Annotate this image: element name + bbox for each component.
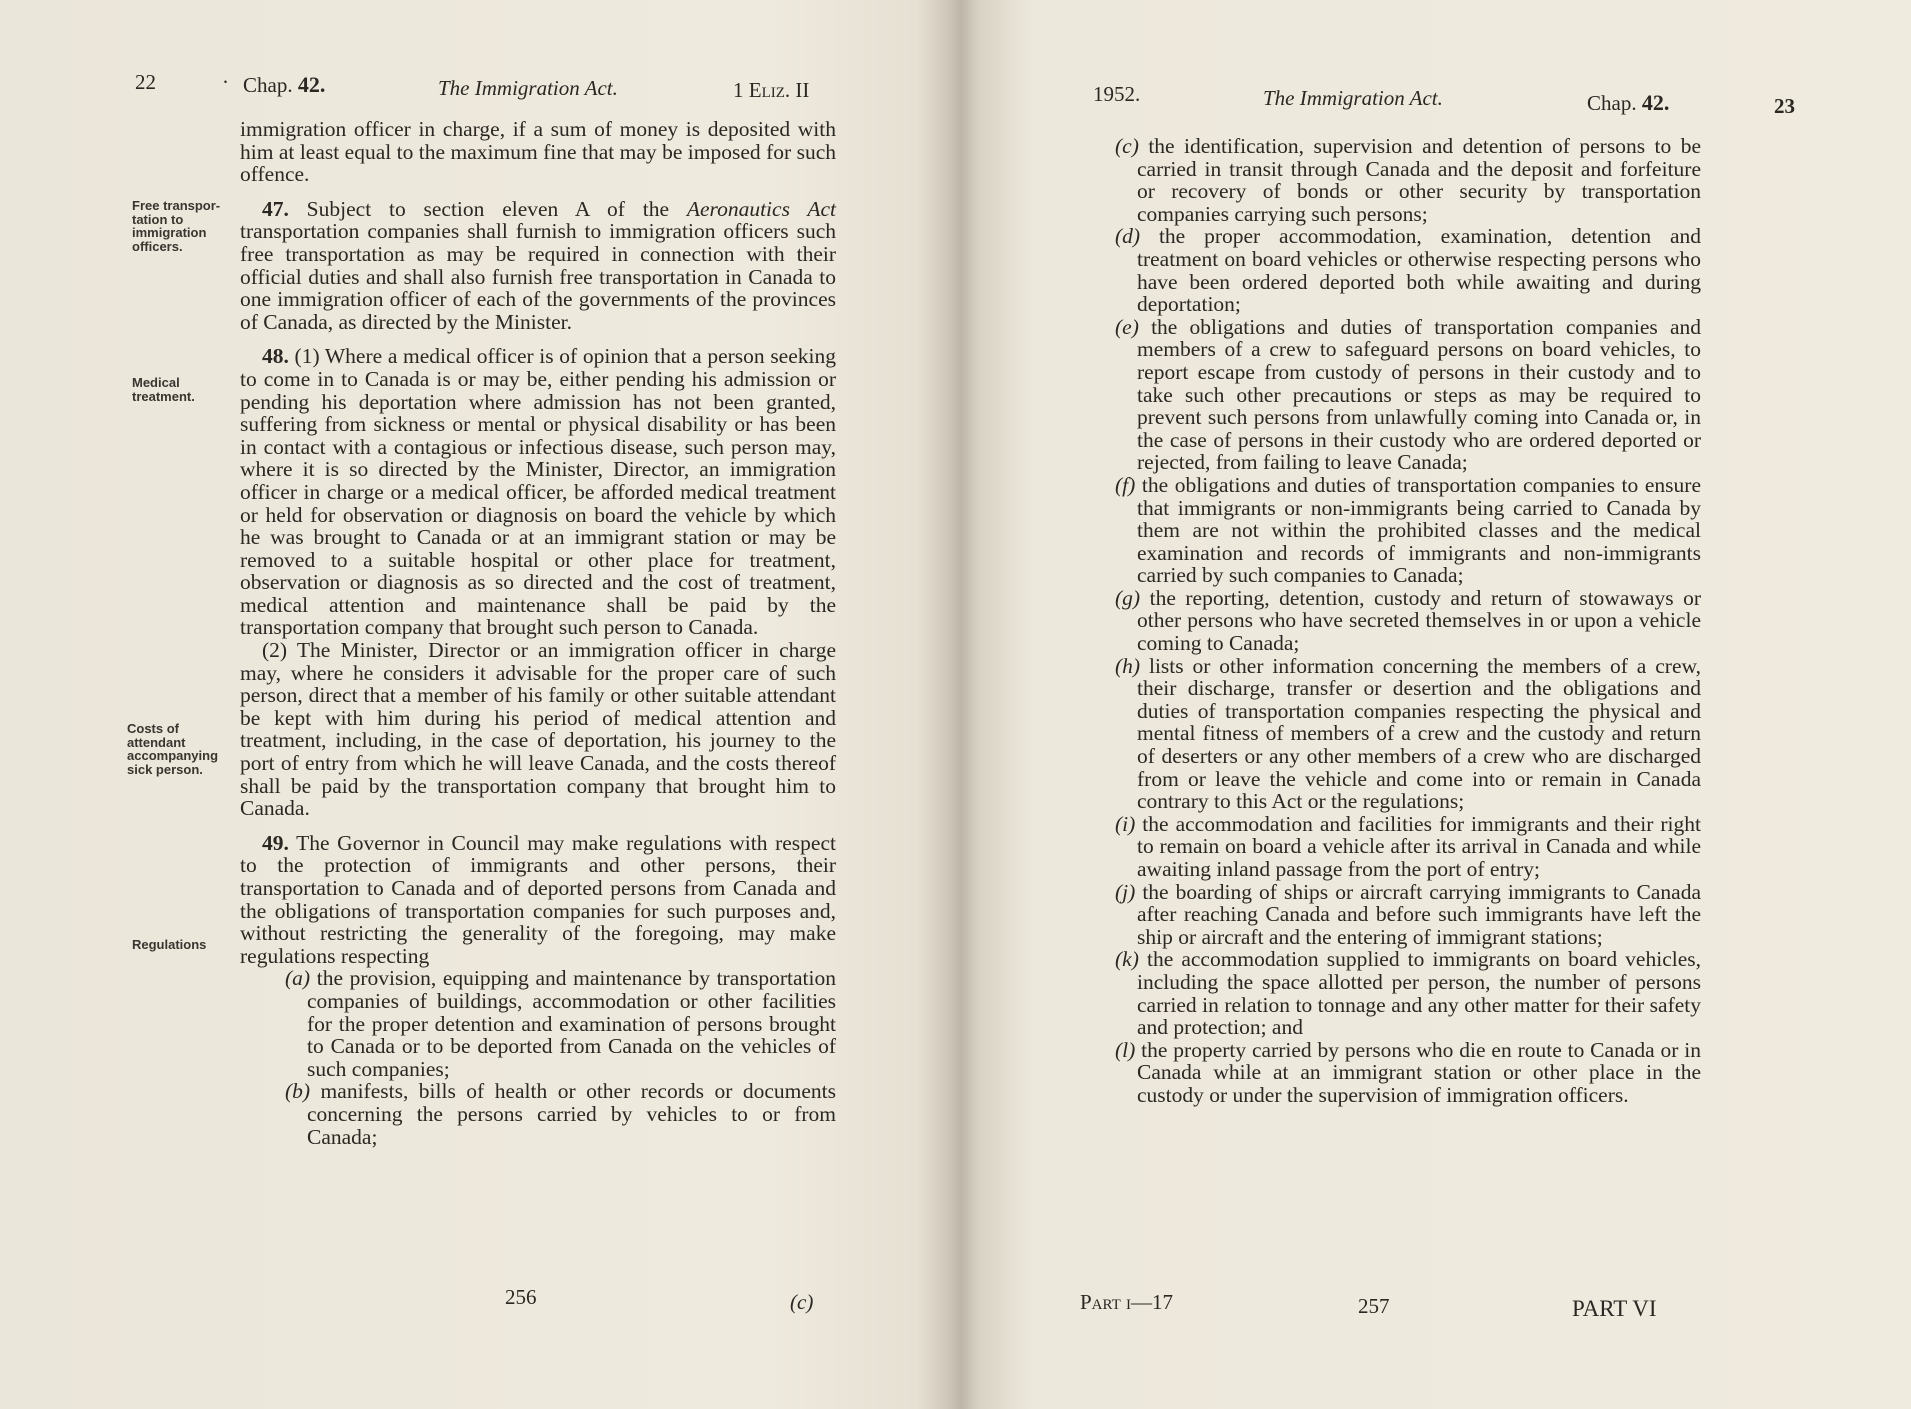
right-folio: 257 (1358, 1294, 1390, 1318)
left-page-number: 22 (135, 70, 156, 94)
margin-note-costs-attendant: Costs of attendant accompanying sick person. (127, 721, 219, 777)
list-item-e: (e) the obligations and duties of transportation companies and members of a crew to safeguard persons on board vehicles, to report escape from custody of persons in their custody and to take such other precautions or steps as may be required to prevent such persons from unlawfully coming into Canada or, in the case of persons in their custody who are ordered deported or rejected, from failing to leave Canada; (1115, 314, 1701, 475)
left-page (0, 0, 950, 1409)
section-48-1: 48. (1) Where a medical officer is of opinion that a person seeking to come in to Canada is or may be, either pending his admission or pending his deportation where admission has not been granted, suffering from sickness or mental or physical disability or has been in contact with a contagious or infectious disease, such person may, where it is so directed by the Minister, Director, an immigration officer in charge or a medical officer, be afforded medical treatment or held for observation or diagnosis on board the vehicle by which he was brought to Canada or at an immigrant station or may be removed to a suitable hospital or other place for treatment, observation or diagnosis as so directed and the cost of treatment, medical attention and maintenance shall be paid by the transportation company that brought such person to Canada. (240, 344, 836, 640)
left-chapter (243, 72, 325, 98)
aeronautics-act: Aeronautics Act (686, 196, 836, 221)
left-items-list (240, 967, 836, 1148)
margin-note-regulations: Regulations (132, 937, 207, 952)
section-48-2: (2) The Minister, Director or an immigration officer in charge may, where he considers it advisable for the proper care of such person, direct that a member of his family or other suitable attendant be kept with him during his period of medical attention and treatment, including, in the case of deportation, his journey to the port of entry from which he will leave Canada, and the costs thereof shall be paid by the transportation company that brought him to Canada. (240, 638, 836, 821)
left-folio: 256 (505, 1285, 537, 1309)
chapter-number: 42. (297, 72, 326, 97)
margin-note-free-transportation: Free transpor- tation to immigration officers. (132, 198, 221, 254)
right-page (965, 0, 1911, 1409)
part-heading: PART VI (1572, 1296, 1657, 1321)
section-47-number: 47. (262, 196, 289, 221)
section-48-number: 48. (262, 344, 289, 369)
left-running-title: The Immigration Act. (438, 76, 618, 100)
chapter-number: 42. (1641, 90, 1670, 115)
year: 1952. (1093, 82, 1141, 106)
regnal-year: 1 Eliz. II (733, 78, 810, 102)
margin-note-medical-treatment: Medical treatment. (132, 375, 195, 404)
list-item-c: (c) the identification, supervision and detention of persons to be carried in transit through Canada and the deposit and forfeiture or recovery of bonds or other security by transportation companies carrying such persons; (1115, 134, 1701, 226)
part-signature: Part i—17 (1080, 1290, 1174, 1314)
list-item-k: (k) the accommodation supplied to immigrants on board vehicles, including the space allotted per person, the number of persons carried in relation to tonnage and any other matter for their safety and protection; and (1115, 947, 1701, 1040)
continuation-paragraph: immigration officer in charge, if a sum of money is deposited with him at least equal to the maximum fine that may be imposed for such offence. (240, 117, 836, 187)
list-item-b: (b) manifests, bills of health or other records or documents concerning the persons carried by vehicles to or from Canada; (285, 1079, 836, 1149)
header-dot: · (222, 70, 229, 94)
left-body (240, 118, 836, 1148)
chapter-label: Chap. (1587, 91, 1637, 115)
list-item-i: (i) the accommodation and facilities for immigrants and their right to remain on board a vehicle after its arrival in Canada and while awaiting inland passage from the port of entry; (1115, 811, 1701, 881)
right-chapter (1587, 90, 1669, 116)
right-page-number: 23 (1774, 94, 1795, 118)
section-49: 49. The Governor in Council may make regulations with respect to the protection of immigrants and other persons, their transportation to Canada and of deported persons from Canada and the obligations of transportation companies for such purposes and, without restricting the generality of the foregoing, may make regulations respecting (240, 830, 836, 968)
section-49-number: 49. (262, 830, 289, 855)
list-item-g: (g) the reporting, detention, custody and return of stowaways or other persons who have secreted themselves in or upon a vehicle coming to Canada; (1115, 585, 1701, 656)
right-body (1115, 135, 1701, 1107)
section-47: 47. Subject to section eleven A of the Aeronautics Act transportation companies shall furnish to immigration officers such free transportation as may be required in connection with their official duties and shall also furnish free transportation in Canada to one immigration officer of each of the governments of the provinces of Canada, as directed by the Minister. (240, 196, 836, 334)
right-running-title: The Immigration Act. (1263, 86, 1443, 110)
list-item-a: (a) the provision, equipping and maintenance by transportation companies of buildings, accommodation or other facilities for the proper detention and examination of persons brought to Canada or to be deported from Canada on the vehicles of such companies; (285, 966, 836, 1081)
list-item-j: (j) the boarding of ships or aircraft carrying immigrants to Canada after reaching Canada and before such immigrants have left the ship or aircraft and the entering of immigrant stations; (1115, 879, 1701, 949)
list-item-d: (d) the proper accommodation, examination, detention and treatment on board vehicles or otherwise respecting persons who have been ordered deported both while awaiting and during deportation; (1115, 224, 1701, 317)
chapter-label: Chap. (243, 73, 293, 97)
signature-mark: (c) (790, 1290, 814, 1314)
list-item-f: (f) the obligations and duties of transportation companies to ensure that immigrants or non-immigrants being carried to Canada by them are not within the prohibited classes and the medical examination and records of immigrants and non-immigrants carried by such companies to Canada; (1115, 472, 1701, 588)
list-item-l: (l) the property carried by persons who die en route to Canada or in Canada while at an immigrant station or other place in the custody or under the supervision of immigration officers. (1115, 1037, 1701, 1107)
list-item-h: (h) lists or other information concerning the members of a crew, their discharge, transfer or desertion and the obligations and duties of transportation companies respecting the physical and mental fitness of members of a crew and the custody and return of deserters or any other members of a crew who are discharged from or leave the vehicle and come into or remain in Canada contrary to this Act or the regulations; (1115, 653, 1701, 814)
